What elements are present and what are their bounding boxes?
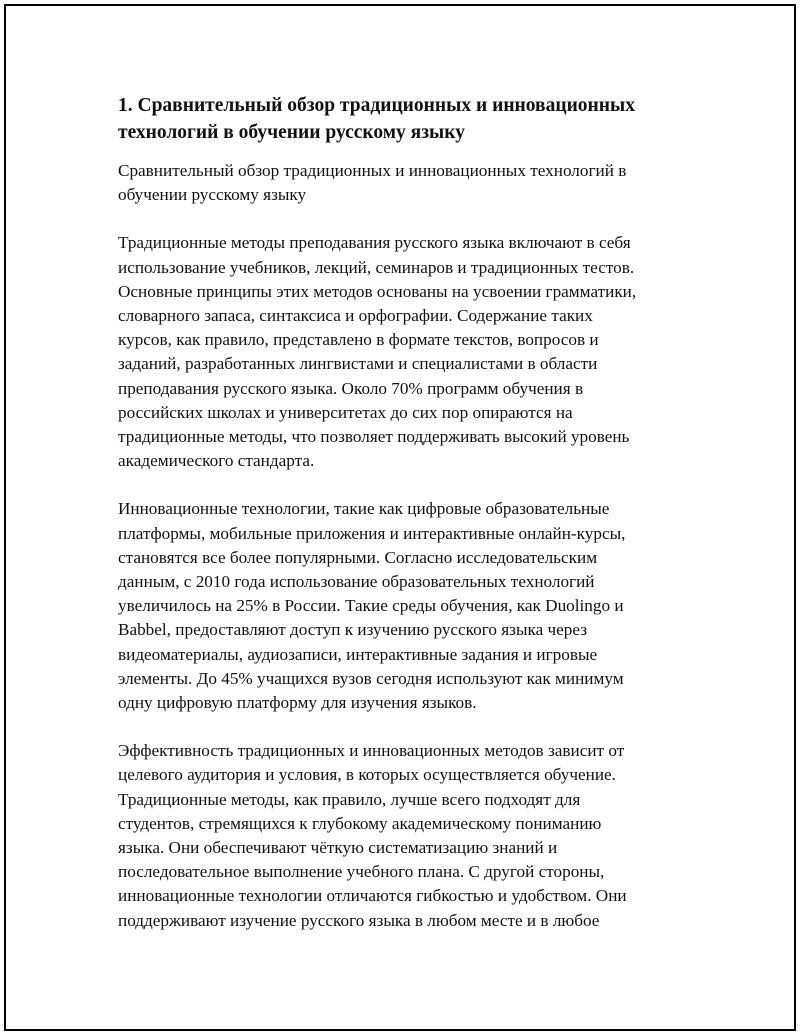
text-line: использование учебников, лекций, семинаров и традиционных тестов. (118, 257, 635, 277)
paragraph-subtitle (118, 159, 688, 207)
text-line: становятся все более популярными. Согласно исследовательским (118, 547, 598, 567)
text-line: видеоматериалы, аудиозаписи, интерактивные задания и игровые (118, 644, 598, 664)
text-line: словарного запаса, синтаксиса и орфографии. Содержание таких (118, 306, 593, 326)
text-line: инновационные технологии отличаются гибкостью и удобством. Они (118, 886, 627, 906)
text-line: платформы, мобильные приложения и интерактивные онлайн-курсы, (118, 523, 626, 543)
text-line: курсов, как правило, представлено в формате текстов, вопросов и (118, 330, 599, 350)
text-line: данным, с 2010 года использование образовательных технологий (118, 572, 595, 592)
text-line: Эффективность традиционных и инновационных методов зависит от (118, 741, 625, 761)
text-line: обучении русскому языку (118, 185, 307, 205)
heading-line: технологий в обучении русскому языку (118, 122, 465, 143)
document-body (118, 92, 688, 957)
text-line: Основные принципы этих методов основаны на усвоении грамматики, (118, 281, 637, 301)
text-line: Сравнительный обзор традиционных и инновационных технологий в (118, 161, 627, 180)
text-line: Традиционные методы, как правило, лучше всего подходят для (118, 789, 581, 809)
text-line: поддерживают изучение русского языка в любом месте и в любое (118, 910, 600, 930)
text-line: Babbel, предоставляют доступ к изучению русского языка через (118, 620, 588, 640)
text-line: элементы. До 45% учащихся вузов сегодня используют как минимум (118, 668, 624, 688)
text-line: Инновационные технологии, такие как цифровые образовательные (118, 499, 610, 519)
paragraph-innovative-technologies (118, 497, 688, 715)
paragraph-traditional-methods (118, 231, 688, 473)
text-line: традиционные методы, что позволяет поддерживать высокий уровень (118, 427, 630, 447)
text-line: целевого аудитория и условия, в которых осуществляется обучение. (118, 765, 616, 785)
text-line: преподавания русского языка. Около 70% программ обучения в (118, 378, 584, 398)
text-line: последовательное выполнение учебного плана. С другой стороны, (118, 862, 605, 882)
paragraph-effectiveness (118, 739, 688, 933)
text-line: российских школах и университетах до сих пор опираются на (118, 402, 573, 422)
text-line: академического стандарта. (118, 451, 315, 471)
text-line: одну цифровую платформу для изучения языков. (118, 693, 477, 713)
text-line: увеличилось на 25% в России. Такие среды обучения, как Duolingo и (118, 596, 624, 616)
text-line: языка. Они обеспечивают чёткую систематизацию знаний и (118, 838, 558, 858)
heading-line: 1. Сравнительный обзор традиционных и инновационных (118, 95, 636, 116)
text-line: заданий, разработанных лингвистами и специалистами в области (118, 354, 598, 374)
section-heading (118, 92, 688, 146)
text-line: Традиционные методы преподавания русского языка включают в себя (118, 233, 631, 253)
text-line: студентов, стремящихся к глубокому академическому пониманию (118, 813, 602, 833)
